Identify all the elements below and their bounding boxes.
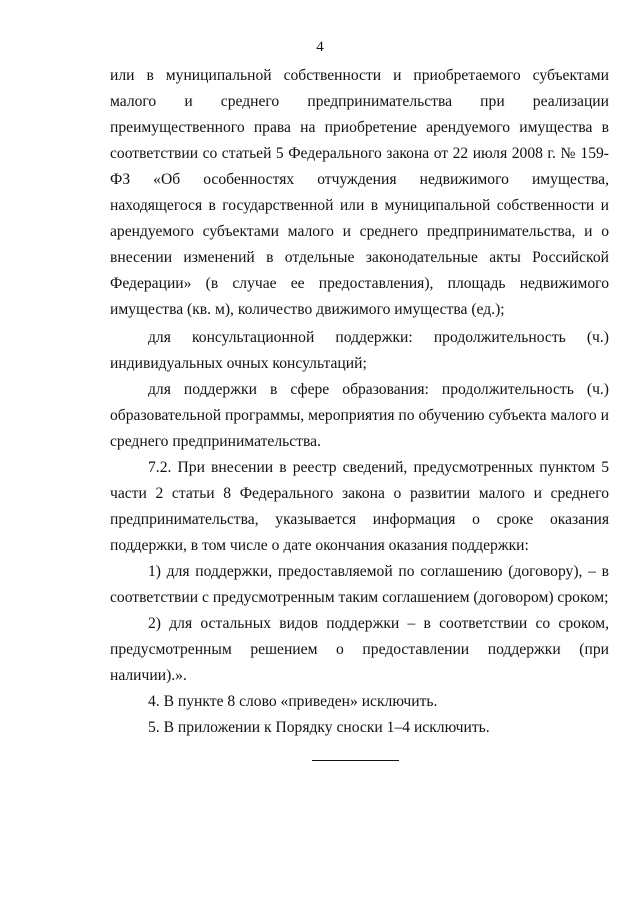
paragraph-education-support: для поддержки в сфере образования: продолжительность (ч.) образовательной программы, мероприятия по обучению субъекта малого и среднего предпринимательства.	[110, 381, 609, 450]
paragraph-7-2: 7.2. При внесении в реестр сведений, предусмотренных пунктом 5 части 2 статьи 8 Федерального закона о развитии малого и среднего предпринимательства, указывается информация о сроке оказания поддержки, в том числе о дате окончания оказания поддержки:	[110, 459, 609, 554]
document-body	[110, 63, 609, 741]
paragraph-point-4: 4. В пункте 8 слово «приведен» исключить.	[148, 693, 438, 710]
paragraph-item-1: 1) для поддержки, предоставляемой по соглашению (договору), – в соответствии с предусмотренным таким соглашением (договором) сроком;	[110, 563, 609, 606]
paragraph-item-2: 2) для остальных видов поддержки – в соответствии со сроком, предусмотренным решением о предоставлении поддержки (при наличии).».	[110, 615, 609, 684]
end-separator-line	[312, 760, 399, 761]
paragraph-property-info: или в муниципальной собственности и приобретаемого субъектами малого и среднего предпринимательства при реализации преимущественного права на приобретение арендуемого имущества в соответствии со статьей 5 Федерального закона от 22 июля 2008 г. № 159-ФЗ «Об особенностях отчуждения недвижимого имущества, находящегося в государственной или в муниципальной собственности и арендуемого субъектами малого и среднего предпринимательства, и о внесении изменений в отдельные законодательные акты Российской Федерации» (в случае ее предоставления), площадь недвижимого имущества (кв. м), количество движимого имущества (ед.);	[110, 67, 609, 318]
paragraph-point-5: 5. В приложении к Порядку сноски 1–4 исключить.	[148, 719, 490, 736]
page-number: 4	[316, 39, 324, 55]
paragraph-consulting-support: для консультационной поддержки: продолжительность (ч.) индивидуальных очных консультаций;	[110, 329, 609, 372]
